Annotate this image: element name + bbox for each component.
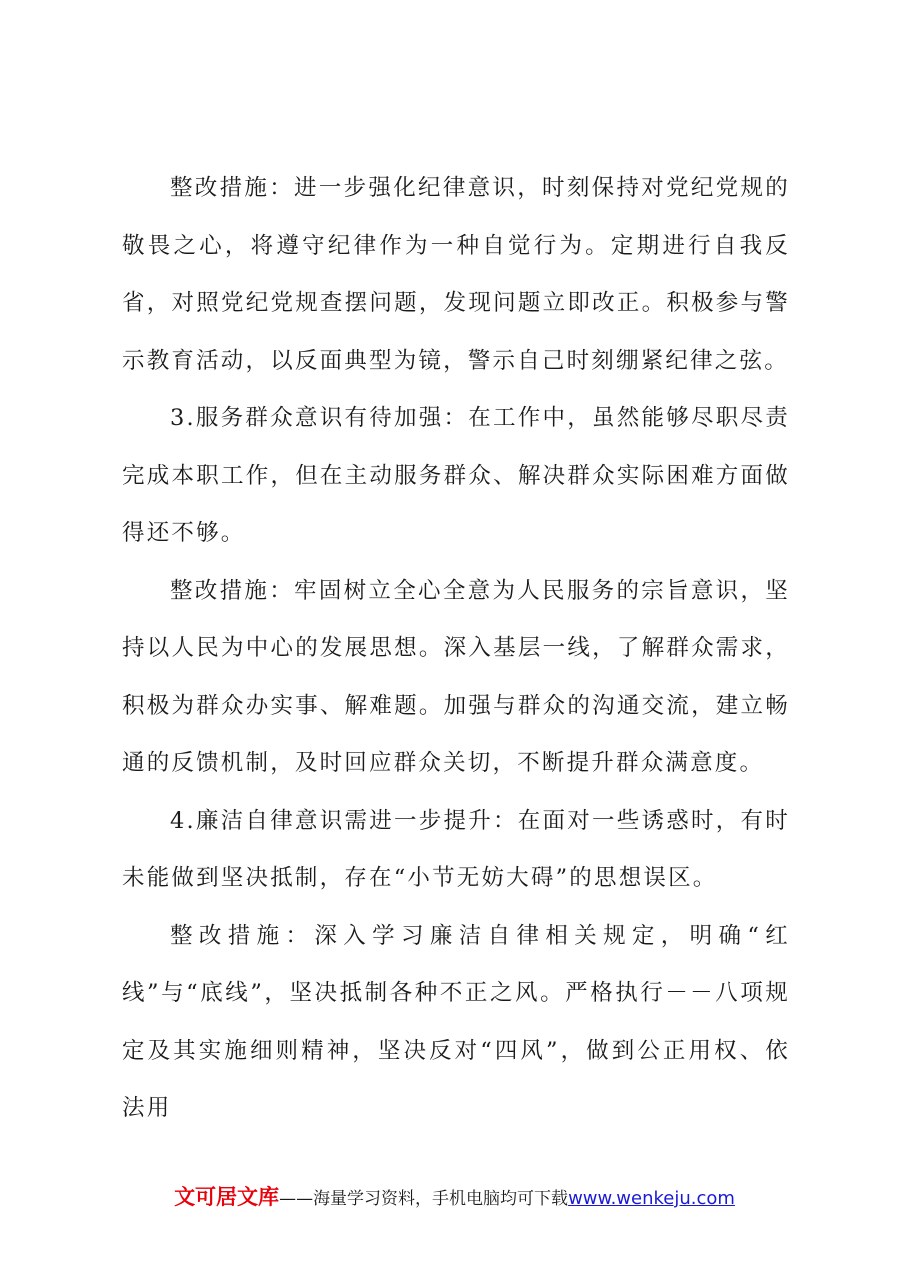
footer-brand: 文可居文库: [174, 1185, 280, 1209]
paragraph-rectification-integrity: 整改措施：深入学习廉洁自律相关规定，明确“红线”与“底线”，坚决抵制各种不正之风。严格执行－－八项规定及其实施细则精神，坚决反对“四风”，做到公正用权、依法用: [122, 922, 790, 1121]
footer-url-link[interactable]: www.wenkeju.com: [568, 1188, 735, 1209]
paragraph-issue-3-service: 3.服务群众意识有待加强：在工作中，虽然能够尽职尽责完成本职工作，但在主动服务群众、解决群众实际困难方面做得还不够。: [122, 405, 790, 546]
paragraph-rectification-service: 整改措施：牢固树立全心全意为人民服务的宗旨意识，坚持以人民为中心的发展思想。深入基层一线，了解群众需求，积极为群众办实事、解难题。加强与群众的沟通交流，建立畅通的反馈机制，及时回应群众关切，不断提升群众满意度。: [122, 577, 790, 776]
paragraph-issue-4-integrity: 4.廉洁自律意识需进一步提升：在面对一些诱惑时，有时未能做到坚决抵制，存在“小节无妨大碍”的思想误区。: [122, 807, 790, 891]
page-footer: [0, 1183, 909, 1213]
footer-dash: ——: [279, 1189, 314, 1209]
footer-tagline: 海量学习资料，手机电脑均可下载: [313, 1189, 569, 1209]
paragraph-rectification-discipline: 整改措施：进一步强化纪律意识，时刻保持对党纪党规的敬畏之心，将遵守纪律作为一种自觉行为。定期进行自我反省，对照党纪党规查摆问题，发现问题立即改正。积极参与警示教育活动，以反面典型为镜，警示自己时刻绷紧纪律之弦。: [122, 175, 790, 374]
document-body: [122, 160, 790, 1138]
